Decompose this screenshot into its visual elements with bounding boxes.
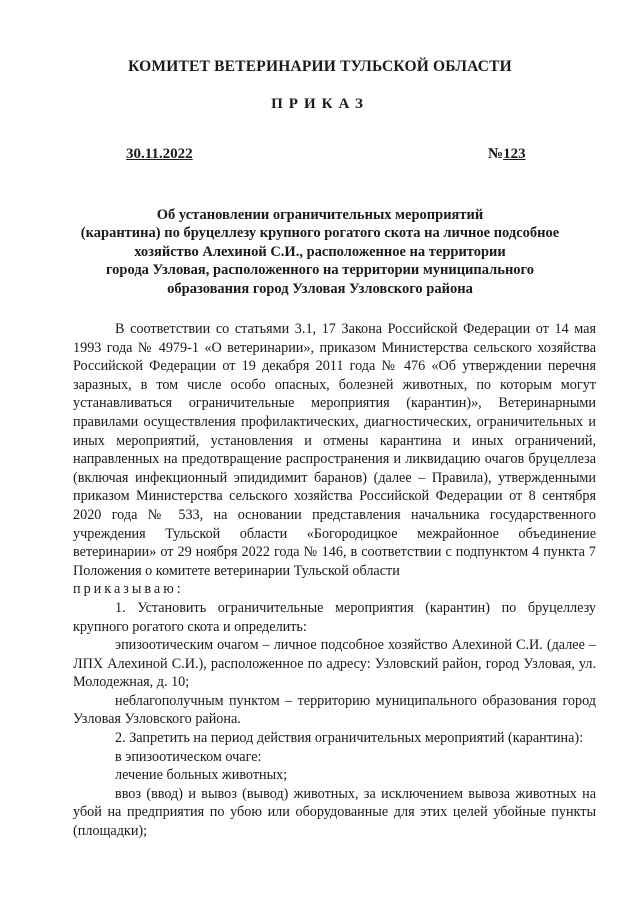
order-verb: [73, 580, 596, 599]
item-2-move-paragraph: ввоз (ввод) и вывоз (вывод) животных, за исключением вывоза животных на убой на предприятия по убою или оборудованные для этих целей убойные пункты (площадки);: [73, 785, 596, 840]
order-date: 30.11.2022: [126, 146, 193, 162]
item-2-paragraph: 2. Запретить на период действия ограничительных мероприятий (карантина):: [115, 730, 584, 747]
item-2-treat-paragraph: лечение больных животных;: [115, 767, 288, 784]
order-title: [60, 206, 580, 298]
item-1-paragraph: 1. Установить ограничительные мероприятия (карантин) по бруцеллезу крупного рогатого скота и определить:: [73, 599, 596, 635]
preamble-paragraph: В соответствии со статьями 3.1, 17 Закона Российской Федерации от 14 мая 1993 года № 4979-1 «О ветеринарии», приказом Министерства сельского хозяйства Российской Федерации от 19 декабря 2011 года № 476 «Об утверждении перечня заразных, в том числе особо опасных, болезней животных, по которым могут устанавливаться ограничительные мероприятия (карантин)», Ветеринарными правилами осуществления профилактических, диагностических, ограничительных и иных мероприятий, установления и отмены карантина и иных ограничений, направленных на предотвращение распространения и ликвидацию очагов бруцеллеза (включая инфекционный эпидидимит баранов) (далее – Правила), утвержденными приказом Министерства сельского хозяйства Российской Федерации от 8 сентября 2020 года № 533, на основании представления начальника государственного учреждения Тульской области «Богородицкое межрайонное объединение ветеринарии» от 29 ноября 2022 года № 146, в соответствии с подпунктом 4 пункта 7 Положения о комитете ветеринарии Тульской области: [73, 321, 596, 579]
order-verb-text: приказываю:: [73, 581, 184, 598]
item-1-focus-paragraph: эпизоотическим очагом – личное подсобное хозяйство Алехиной С.И. (далее – ЛПХ Алехиной С.И.), расположенное по адресу: Узловский район, город Узловая, ул. Молодежная, д. 10;: [73, 637, 596, 691]
order-number-prefix: №: [488, 146, 504, 162]
title-line: Об установлении ограничительных мероприятий: [156, 207, 484, 223]
item-2-focus-paragraph: в эпизоотическом очаге:: [115, 748, 262, 765]
order-number: [488, 146, 526, 163]
document-type: ПРИКАЗ: [271, 96, 369, 112]
item-1-point-paragraph: неблагополучным пунктом – территорию муниципального образования город Узловая Узловского района.: [73, 692, 596, 728]
order-number-value: 123: [503, 146, 526, 162]
title-line: города Узловая, расположенного на территории муниципального: [105, 262, 535, 279]
order-body: [73, 320, 596, 841]
organization-name: КОМИТЕТ ВЕТЕРИНАРИИ ТУЛЬСКОЙ ОБЛАСТИ: [128, 58, 512, 75]
title-line: (карантина) по бруцеллезу крупного рогатого скота на личное подсобное: [80, 225, 560, 242]
title-line: хозяйство Алехиной С.И., расположенное на территории: [134, 243, 506, 260]
title-line: образования город Узловая Узловского района: [167, 280, 473, 297]
